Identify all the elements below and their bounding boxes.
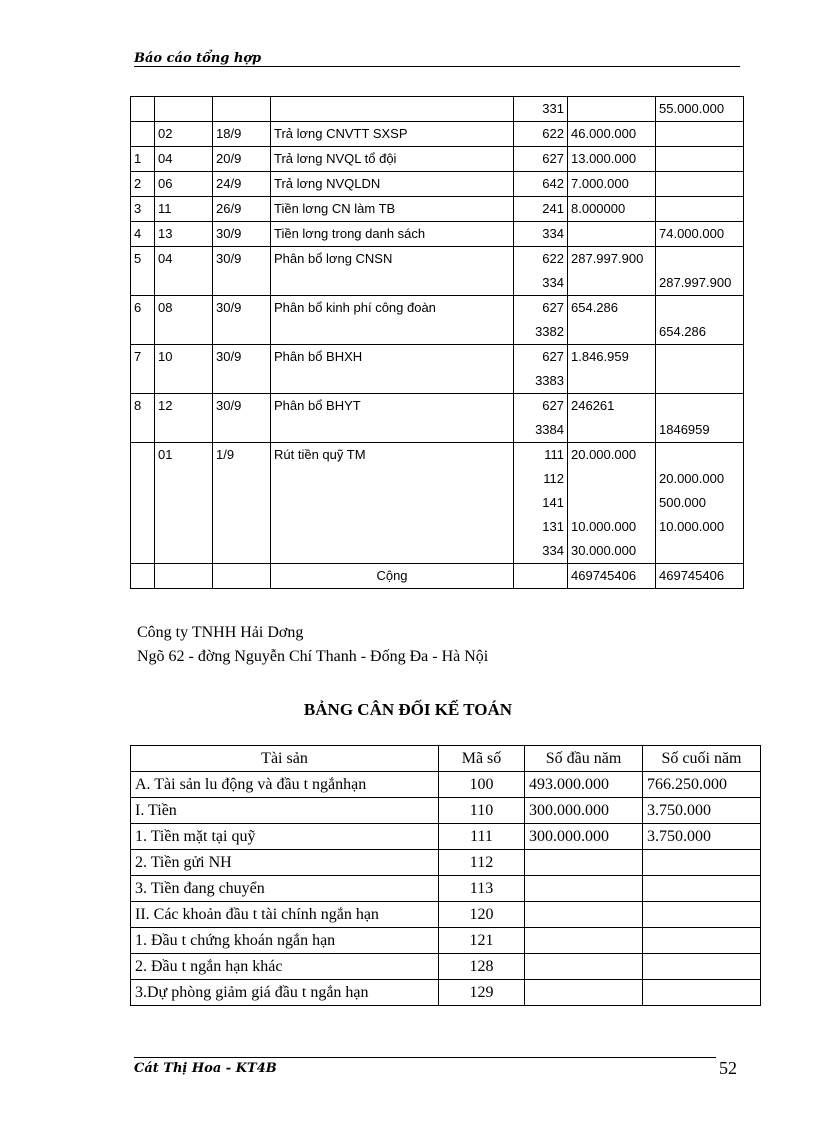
credit-cell bbox=[656, 394, 744, 443]
account-cell-line: 3382 bbox=[535, 324, 564, 339]
credit-cell-line bbox=[659, 345, 740, 369]
account-cell-line: 331 bbox=[542, 101, 564, 116]
debit-cell bbox=[568, 296, 656, 345]
account-cell bbox=[514, 296, 568, 345]
start-of-year-cell bbox=[525, 902, 643, 928]
credit-cell-line bbox=[659, 369, 740, 393]
debit-cell-line bbox=[571, 320, 652, 344]
end-of-year-cell: 766.250.000 bbox=[643, 772, 761, 798]
credit-cell-line: 74.000.000 bbox=[659, 226, 725, 241]
date-cell: 18/9 bbox=[213, 122, 271, 147]
credit-cell-line bbox=[659, 122, 740, 146]
ledger-row bbox=[131, 296, 744, 345]
account-cell-line: 622 bbox=[542, 251, 564, 266]
debit-cell bbox=[568, 394, 656, 443]
asset-name-cell: 1. Tiền mặt tại quỹ bbox=[131, 824, 439, 850]
debit-cell-line: 1.846.959 bbox=[571, 349, 629, 364]
debit-cell-line: 10.000.000 bbox=[571, 519, 637, 534]
debit-cell-line bbox=[571, 491, 652, 515]
start-of-year-cell: 493.000.000 bbox=[525, 772, 643, 798]
asset-name-cell: 1. Đầu t chứng khoán ngắn hạn bbox=[131, 928, 439, 954]
ledger-row bbox=[131, 147, 744, 172]
account-cell-line: 627 bbox=[542, 151, 564, 166]
credit-cell bbox=[656, 296, 744, 345]
credit-cell bbox=[656, 122, 744, 147]
description-cell: Trả lơng CNVTT SXSP bbox=[271, 122, 514, 147]
balance-sheet-table bbox=[130, 745, 761, 1006]
debit-cell-line: 246261 bbox=[571, 398, 615, 413]
page-number: 52 bbox=[719, 1058, 737, 1078]
end-of-year-cell bbox=[643, 980, 761, 1006]
start-of-year-cell: 300.000.000 bbox=[525, 824, 643, 850]
credit-cell bbox=[656, 247, 744, 296]
credit-cell-line bbox=[659, 147, 740, 171]
end-of-year-cell bbox=[643, 876, 761, 902]
debit-cell-line: 8.000000 bbox=[571, 201, 626, 216]
doc-number-cell bbox=[155, 97, 213, 122]
description-cell: Tiền lơng trong danh sách bbox=[271, 222, 514, 247]
ledger-row bbox=[131, 247, 744, 296]
start-of-year-cell bbox=[525, 928, 643, 954]
debit-cell-line: 654.286 bbox=[571, 300, 618, 315]
debit-cell bbox=[568, 147, 656, 172]
doc-number-cell: 13 bbox=[155, 222, 213, 247]
empty-cell bbox=[155, 564, 213, 589]
debit-cell-line bbox=[571, 467, 652, 491]
asset-name-cell: II. Các khoản đầu t tài chính ngắn hạn bbox=[131, 902, 439, 928]
credit-cell-line bbox=[659, 296, 740, 320]
header-divider bbox=[134, 66, 740, 67]
date-cell: 24/9 bbox=[213, 172, 271, 197]
header-end-of-year: Số cuối năm bbox=[643, 746, 761, 772]
empty-cell bbox=[514, 564, 568, 589]
asset-code-cell: 129 bbox=[439, 980, 525, 1006]
credit-cell bbox=[656, 172, 744, 197]
doc-number-cell: 10 bbox=[155, 345, 213, 394]
credit-cell-line bbox=[659, 197, 740, 221]
credit-cell-line bbox=[659, 247, 740, 271]
balance-row bbox=[131, 928, 761, 954]
doc-number-cell: 12 bbox=[155, 394, 213, 443]
credit-cell bbox=[656, 345, 744, 394]
date-cell: 30/9 bbox=[213, 394, 271, 443]
date-cell: 30/9 bbox=[213, 296, 271, 345]
balance-body bbox=[131, 772, 761, 1006]
end-of-year-cell bbox=[643, 850, 761, 876]
account-cell-line: 112 bbox=[543, 471, 564, 486]
doc-number-cell: 08 bbox=[155, 296, 213, 345]
credit-cell bbox=[656, 147, 744, 172]
date-cell: 30/9 bbox=[213, 222, 271, 247]
account-cell-line: 3384 bbox=[535, 422, 564, 437]
balance-row bbox=[131, 824, 761, 850]
report-header-title: Báo cáo tổng hợp bbox=[134, 51, 262, 66]
header-code: Mã số bbox=[439, 746, 525, 772]
end-of-year-cell bbox=[643, 902, 761, 928]
start-of-year-cell bbox=[525, 876, 643, 902]
asset-code-cell: 112 bbox=[439, 850, 525, 876]
total-label: Cộng bbox=[271, 564, 514, 589]
credit-cell-line: 500.000 bbox=[659, 495, 706, 510]
company-name: Công ty TNHH Hải Dơng bbox=[137, 624, 304, 641]
start-of-year-cell bbox=[525, 850, 643, 876]
footer-divider bbox=[134, 1057, 716, 1058]
stt-cell: 4 bbox=[131, 222, 155, 247]
stt-cell: 8 bbox=[131, 394, 155, 443]
credit-cell-line bbox=[659, 443, 740, 467]
asset-code-cell: 110 bbox=[439, 798, 525, 824]
header-start-of-year: Số đầu năm bbox=[525, 746, 643, 772]
account-cell-line: 334 bbox=[542, 226, 564, 241]
date-cell bbox=[213, 97, 271, 122]
doc-number-cell: 04 bbox=[155, 147, 213, 172]
debit-cell-line bbox=[571, 222, 652, 246]
credit-cell-line: 20.000.000 bbox=[659, 471, 725, 486]
debit-cell bbox=[568, 247, 656, 296]
account-cell-line: 627 bbox=[542, 300, 564, 315]
asset-code-cell: 120 bbox=[439, 902, 525, 928]
total-debit: 469745406 bbox=[568, 564, 656, 589]
end-of-year-cell bbox=[643, 928, 761, 954]
account-cell-line: 334 bbox=[542, 275, 564, 290]
credit-cell-line: 55.000.000 bbox=[659, 101, 725, 116]
doc-number-cell: 02 bbox=[155, 122, 213, 147]
debit-cell bbox=[568, 122, 656, 147]
stt-cell: 6 bbox=[131, 296, 155, 345]
start-of-year-cell bbox=[525, 980, 643, 1006]
debit-cell bbox=[568, 172, 656, 197]
date-cell: 26/9 bbox=[213, 197, 271, 222]
ledger-row bbox=[131, 97, 744, 122]
account-cell-line: 627 bbox=[542, 349, 564, 364]
description-cell: Rút tiền quỹ TM bbox=[271, 443, 514, 564]
credit-cell-line bbox=[659, 394, 740, 418]
account-cell-line: 141 bbox=[542, 495, 564, 510]
credit-cell bbox=[656, 97, 744, 122]
asset-code-cell: 111 bbox=[439, 824, 525, 850]
doc-number-cell: 11 bbox=[155, 197, 213, 222]
account-cell bbox=[514, 345, 568, 394]
balance-row bbox=[131, 980, 761, 1006]
end-of-year-cell: 3.750.000 bbox=[643, 824, 761, 850]
stt-cell: 5 bbox=[131, 247, 155, 296]
ledger-row bbox=[131, 394, 744, 443]
description-cell: Phân bổ lơng CNSN bbox=[271, 247, 514, 296]
account-cell bbox=[514, 97, 568, 122]
asset-name-cell: I. Tiền bbox=[131, 798, 439, 824]
debit-cell-line: 287.997.900 bbox=[571, 251, 644, 266]
account-cell bbox=[514, 172, 568, 197]
account-cell bbox=[514, 394, 568, 443]
description-cell: Tiền lơng CN làm TB bbox=[271, 197, 514, 222]
credit-cell-line: 287.997.900 bbox=[659, 275, 732, 290]
ledger-row bbox=[131, 443, 744, 564]
account-cell bbox=[514, 147, 568, 172]
debit-cell-line: 46.000.000 bbox=[571, 126, 637, 141]
debit-cell bbox=[568, 345, 656, 394]
description-cell: Phân bổ BHYT bbox=[271, 394, 514, 443]
start-of-year-cell bbox=[525, 954, 643, 980]
balance-sheet-title: BẢNG CÂN ĐỐI KẾ TOÁN bbox=[303, 700, 513, 719]
balance-row bbox=[131, 850, 761, 876]
debit-cell bbox=[568, 443, 656, 564]
credit-cell bbox=[656, 197, 744, 222]
balance-row bbox=[131, 876, 761, 902]
ledger-row bbox=[131, 122, 744, 147]
debit-cell-line bbox=[571, 97, 652, 121]
start-of-year-cell: 300.000.000 bbox=[525, 798, 643, 824]
date-cell: 20/9 bbox=[213, 147, 271, 172]
total-credit: 469745406 bbox=[656, 564, 744, 589]
ledger-table bbox=[130, 96, 744, 589]
account-cell-line: 622 bbox=[542, 126, 564, 141]
account-cell-line: 627 bbox=[542, 398, 564, 413]
description-cell: Phân bổ BHXH bbox=[271, 345, 514, 394]
credit-cell-line bbox=[659, 539, 740, 563]
description-cell: Trả lơng NVQLDN bbox=[271, 172, 514, 197]
stt-cell bbox=[131, 97, 155, 122]
account-cell-line: 334 bbox=[542, 543, 564, 558]
header-asset: Tài sản bbox=[131, 746, 439, 772]
account-cell bbox=[514, 197, 568, 222]
ledger-row bbox=[131, 222, 744, 247]
account-cell-line: 3383 bbox=[535, 373, 564, 388]
balance-row bbox=[131, 954, 761, 980]
asset-name-cell: 2. Tiền gửi NH bbox=[131, 850, 439, 876]
account-cell bbox=[514, 222, 568, 247]
credit-cell-line: 10.000.000 bbox=[659, 519, 725, 534]
debit-cell bbox=[568, 222, 656, 247]
date-cell: 30/9 bbox=[213, 247, 271, 296]
account-cell-line: 241 bbox=[542, 201, 564, 216]
doc-number-cell: 04 bbox=[155, 247, 213, 296]
debit-cell bbox=[568, 197, 656, 222]
asset-name-cell: 3.Dự phòng giảm giá đầu t ngắn hạn bbox=[131, 980, 439, 1006]
debit-cell-line: 20.000.000 bbox=[571, 447, 637, 462]
balance-row bbox=[131, 902, 761, 928]
asset-code-cell: 128 bbox=[439, 954, 525, 980]
ledger-row bbox=[131, 345, 744, 394]
description-cell: Trả lơng NVQL tổ đội bbox=[271, 147, 514, 172]
credit-cell bbox=[656, 443, 744, 564]
credit-cell bbox=[656, 222, 744, 247]
account-cell-line: 642 bbox=[542, 176, 564, 191]
asset-name-cell: A. Tài sản lu động và đầu t ngắnhạn bbox=[131, 772, 439, 798]
date-cell: 30/9 bbox=[213, 345, 271, 394]
ledger-body bbox=[131, 97, 744, 589]
balance-header-row bbox=[131, 746, 761, 772]
account-cell bbox=[514, 122, 568, 147]
empty-cell bbox=[213, 564, 271, 589]
stt-cell: 1 bbox=[131, 147, 155, 172]
balance-row bbox=[131, 772, 761, 798]
account-cell-line: 131 bbox=[542, 519, 564, 534]
ledger-row bbox=[131, 172, 744, 197]
account-cell bbox=[514, 443, 568, 564]
debit-cell-line: 30.000.000 bbox=[571, 543, 637, 558]
debit-cell-line: 13.000.000 bbox=[571, 151, 637, 166]
doc-number-cell: 01 bbox=[155, 443, 213, 564]
account-cell bbox=[514, 247, 568, 296]
credit-cell-line bbox=[659, 172, 740, 196]
debit-cell-line bbox=[571, 369, 652, 393]
end-of-year-cell bbox=[643, 954, 761, 980]
description-cell bbox=[271, 97, 514, 122]
asset-code-cell: 113 bbox=[439, 876, 525, 902]
company-address: Ngõ 62 - đờng Nguyễn Chí Thanh - Đống Đa - Hà Nội bbox=[137, 648, 489, 665]
debit-cell-line bbox=[571, 418, 652, 442]
footer-author: Cát Thị Hoa - KT4B bbox=[134, 1061, 277, 1076]
asset-name-cell: 2. Đầu t ngắn hạn khác bbox=[131, 954, 439, 980]
date-cell: 1/9 bbox=[213, 443, 271, 564]
ledger-total-row bbox=[131, 564, 744, 589]
stt-cell: 7 bbox=[131, 345, 155, 394]
debit-cell-line bbox=[571, 271, 652, 295]
stt-cell: 3 bbox=[131, 197, 155, 222]
asset-code-cell: 100 bbox=[439, 772, 525, 798]
empty-cell bbox=[131, 564, 155, 589]
asset-name-cell: 3. Tiền đang chuyển bbox=[131, 876, 439, 902]
credit-cell-line: 1846959 bbox=[659, 422, 710, 437]
balance-row bbox=[131, 798, 761, 824]
description-cell: Phân bổ kinh phí công đoàn bbox=[271, 296, 514, 345]
stt-cell: 2 bbox=[131, 172, 155, 197]
debit-cell bbox=[568, 97, 656, 122]
stt-cell bbox=[131, 443, 155, 564]
doc-number-cell: 06 bbox=[155, 172, 213, 197]
account-cell-line: 111 bbox=[544, 447, 564, 462]
stt-cell bbox=[131, 122, 155, 147]
end-of-year-cell: 3.750.000 bbox=[643, 798, 761, 824]
debit-cell-line: 7.000.000 bbox=[571, 176, 629, 191]
ledger-row bbox=[131, 197, 744, 222]
credit-cell-line: 654.286 bbox=[659, 324, 706, 339]
asset-code-cell: 121 bbox=[439, 928, 525, 954]
